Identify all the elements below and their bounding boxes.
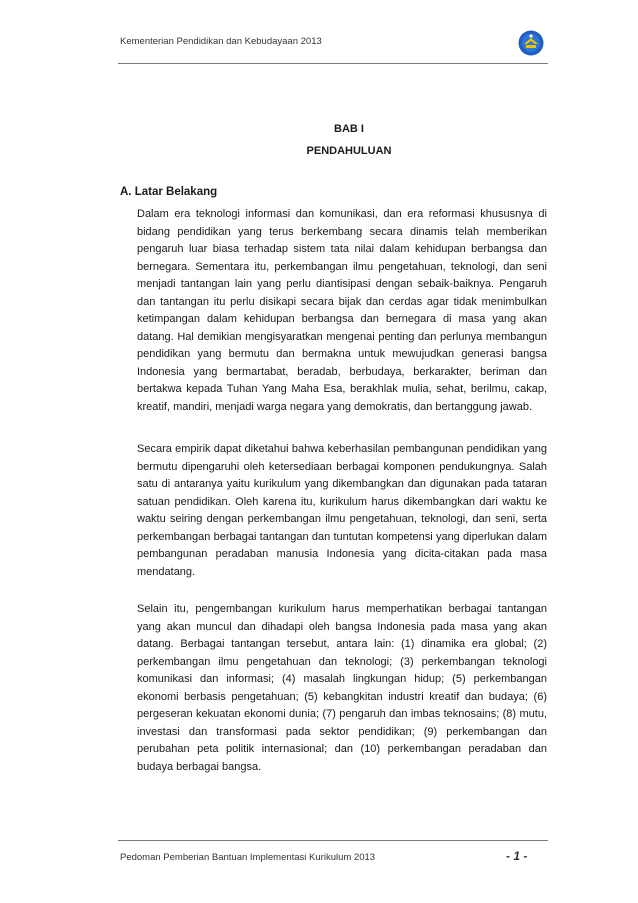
header-rule	[118, 63, 548, 64]
footer-rule	[118, 840, 548, 841]
page-footer: Pedoman Pemberian Bantuan Implementasi Kurikulum 2013	[120, 852, 376, 863]
chapter-number: BAB I	[334, 123, 364, 135]
paragraph-2: Secara empirik dapat diketahui bahwa keberhasilan pembangunan pendidikan yang bermutu dipengaruhi oleh ketersediaan berbagai komponen pendukungnya. Salah satu di antaranya yaitu kurikulum yang dikembangkan dan digunakan pada tataran satuan pendidikan. Oleh karena itu, kurikulum harus dikembangkan dari waktu ke waktu seiring dengan perkembangan ilmu pengetahuan, teknologi, dan seni, serta perkembangan berbagai tantangan dan tuntutan kompetensi yang diperlukan dalam pembangunan peradaban manusia Indonesia yang dicita-citakan pada masa mendatang.	[137, 443, 547, 578]
page-number: - 1 -	[506, 849, 528, 863]
chapter-title: PENDAHULUAN	[306, 145, 392, 157]
paragraph-1: Dalam era teknologi informasi dan komunikasi, dan era reformasi khususnya di bidang pendidikan yang terus berkembang secara dinamis telah memberikan pengaruh luar biasa terhadap sistem tata nilai dalam kehidupan berbangsa dan bernegara. Sementara itu, perkembangan ilmu pengetahuan, teknologi, dan seni menjadi tantangan lain yang perlu diantisipasi dengan sebaik-baiknya. Pengaruh dan tantangan itu perlu disikapi secara bijak dan cerdas agar tidak menimbulkan ketimpangan dalam kehidupan berbangsa dan bernegara di masa yang akan datang. Hal demikian mengisyaratkan mengenai penting dan perlunya membangun pendidikan yang bermutu dan bermakna untuk mewujudkan generasi bangsa Indonesia yang bermartabat, beradab, berbudaya, berkarakter, beriman dan bertakwa kepada Tuhan Yang Maha Esa, berakhlak mulia, sehat, berilmu, cakap, kreatif, mandiri, menjadi warga negara yang demokratis, dan bertanggung jawab.	[137, 208, 547, 413]
page-header: Kementerian Pendidikan dan Kebudayaan 2013	[120, 36, 322, 47]
ministry-logo-icon	[518, 30, 544, 56]
paragraph-3: Selain itu, pengembangan kurikulum harus memperhatikan berbagai tantangan yang akan muncul dan dihadapi oleh bangsa Indonesia pada masa yang akan datang. Berbagai tantangan tersebut, antara lain: (1) dinamika era global; (2) perkembangan ilmu pengetahuan dan teknologi; (3) perkembangan teknologi komunikasi dan informasi; (4) masalah lingkungan hidup; (5) perkembangan ekonomi berbasis pengetahuan; (5) kebangkitan industri kreatif dan budaya; (6) pergeseran kekuatan ekonomi dunia; (7) pengaruh dan imbas teknosains; (8) mutu, investasi dan transformasi pada sektor pendidikan; (9) perkembangan dan perubahan peta politik internasional; dan (10) perkembangan peradaban dan budaya berbagai bangsa.	[137, 603, 547, 773]
section-heading: A. Latar Belakang	[120, 186, 218, 198]
